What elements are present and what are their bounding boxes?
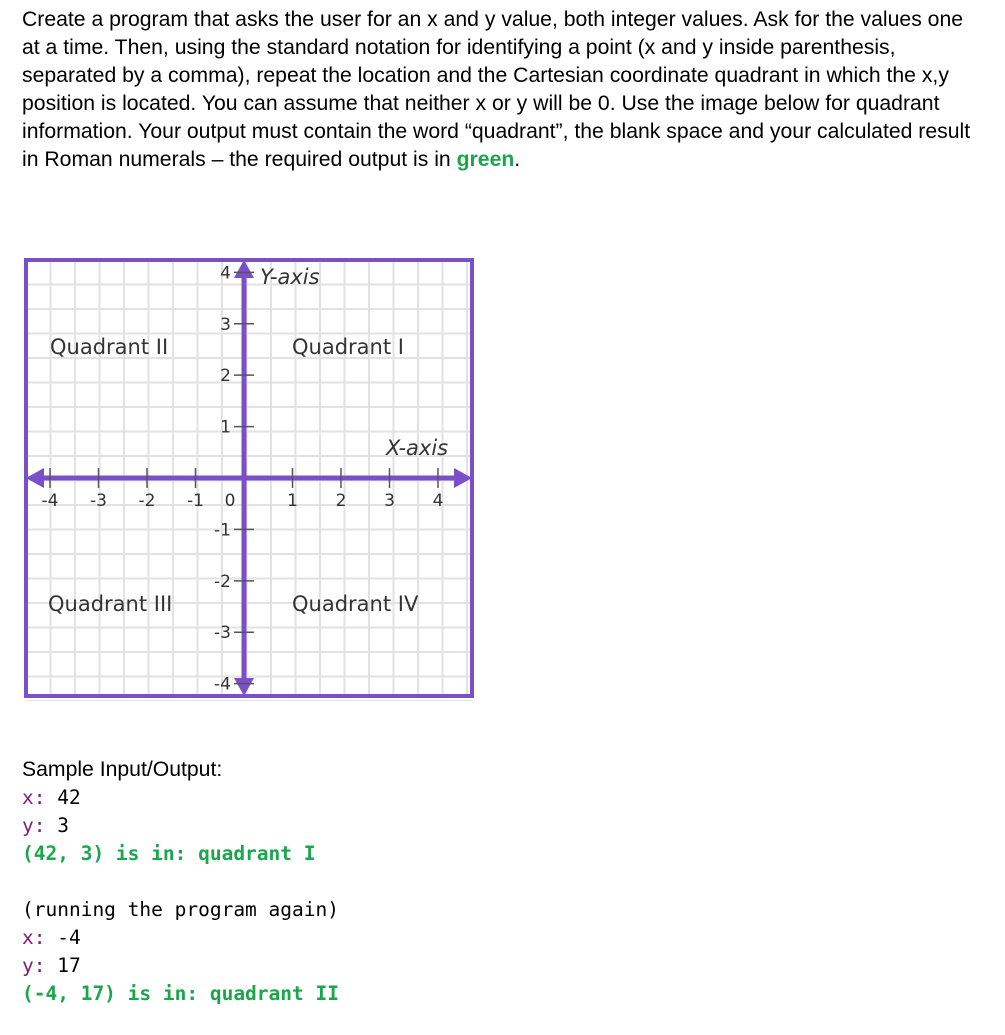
problem-statement [22,6,972,174]
sample-io-title: Sample Input/Output: [22,758,223,781]
green-highlight: green [456,148,515,171]
quadrant-i-label: Quadrant I [292,335,404,359]
run-again-separator: (running the program again) [22,898,339,921]
y-tick-label: -2 [214,571,231,592]
quadrant-iv-label: Quadrant IV [292,592,419,616]
run2-y-line [22,952,81,980]
y-tick-label: -1 [214,520,231,541]
y-tick-label: -3 [214,623,231,644]
x-tick-label: -3 [90,491,107,511]
x-tick-label: 3 [384,491,395,511]
run1-x-line [22,784,81,812]
y-tick-label: -4 [214,674,231,695]
y-tick-label: 3 [220,314,231,335]
quadrant-diagram [22,256,477,701]
run2-y-value: 17 [57,954,81,977]
origin-label: 0 [224,491,236,511]
quadrant-iii-label: Quadrant III [48,592,173,616]
x-tick-label: -4 [41,491,59,511]
y-axis-label: Y-axis [260,265,320,289]
run2-y-prompt: y: [22,954,46,977]
run2-x-value: -4 [57,926,81,949]
problem-statement-body: Create a program that asks the user for an x and y value, both integer values. Ask for the values one at a time. Then, using the standard notation for identifying a point (x and y inside parenthesis, separated by a comma), repeat the location and the Cartesian coordinate quadrant in which the x,y position is located. You can assume that neither x or y will be 0. Use the image below for quadrant information. Your output must contain the word “quadrant”, the blank space and your calculated result in Roman numerals – the required output is in [22,8,971,171]
run1-x-value: 42 [57,786,81,809]
run1-x-prompt: x: [22,786,46,809]
y-tick-label: 1 [220,417,231,438]
x-axis-label: X-axis [386,436,449,460]
y-tick-label: 4 [220,263,231,284]
x-axis-right-arrow [454,468,472,488]
run1-y-value: 3 [57,814,69,837]
run1-y-line [22,812,69,840]
x-tick-label: -1 [187,491,204,511]
y-axis-bottom-arrow [234,678,254,696]
y-tick-label: 2 [220,366,231,387]
x-tick-label: 1 [287,491,298,511]
x-axis-left-arrow [26,468,44,488]
x-tick-label: 2 [335,491,347,511]
run2-x-prompt: x: [22,926,46,949]
run2-x-line [22,924,81,952]
run1-output: (42, 3) is in: quadrant I [22,842,316,865]
run2-output: (-4, 17) is in: quadrant II [22,982,339,1005]
run1-y-prompt: y: [22,814,46,837]
quadrant-diagram-svg [22,256,477,701]
statement-period: . [514,148,521,171]
x-tick-label: -2 [138,491,156,511]
x-tick-label: 4 [432,491,444,511]
y-axis-top-arrow [234,260,254,278]
quadrant-ii-label: Quadrant II [50,335,169,359]
